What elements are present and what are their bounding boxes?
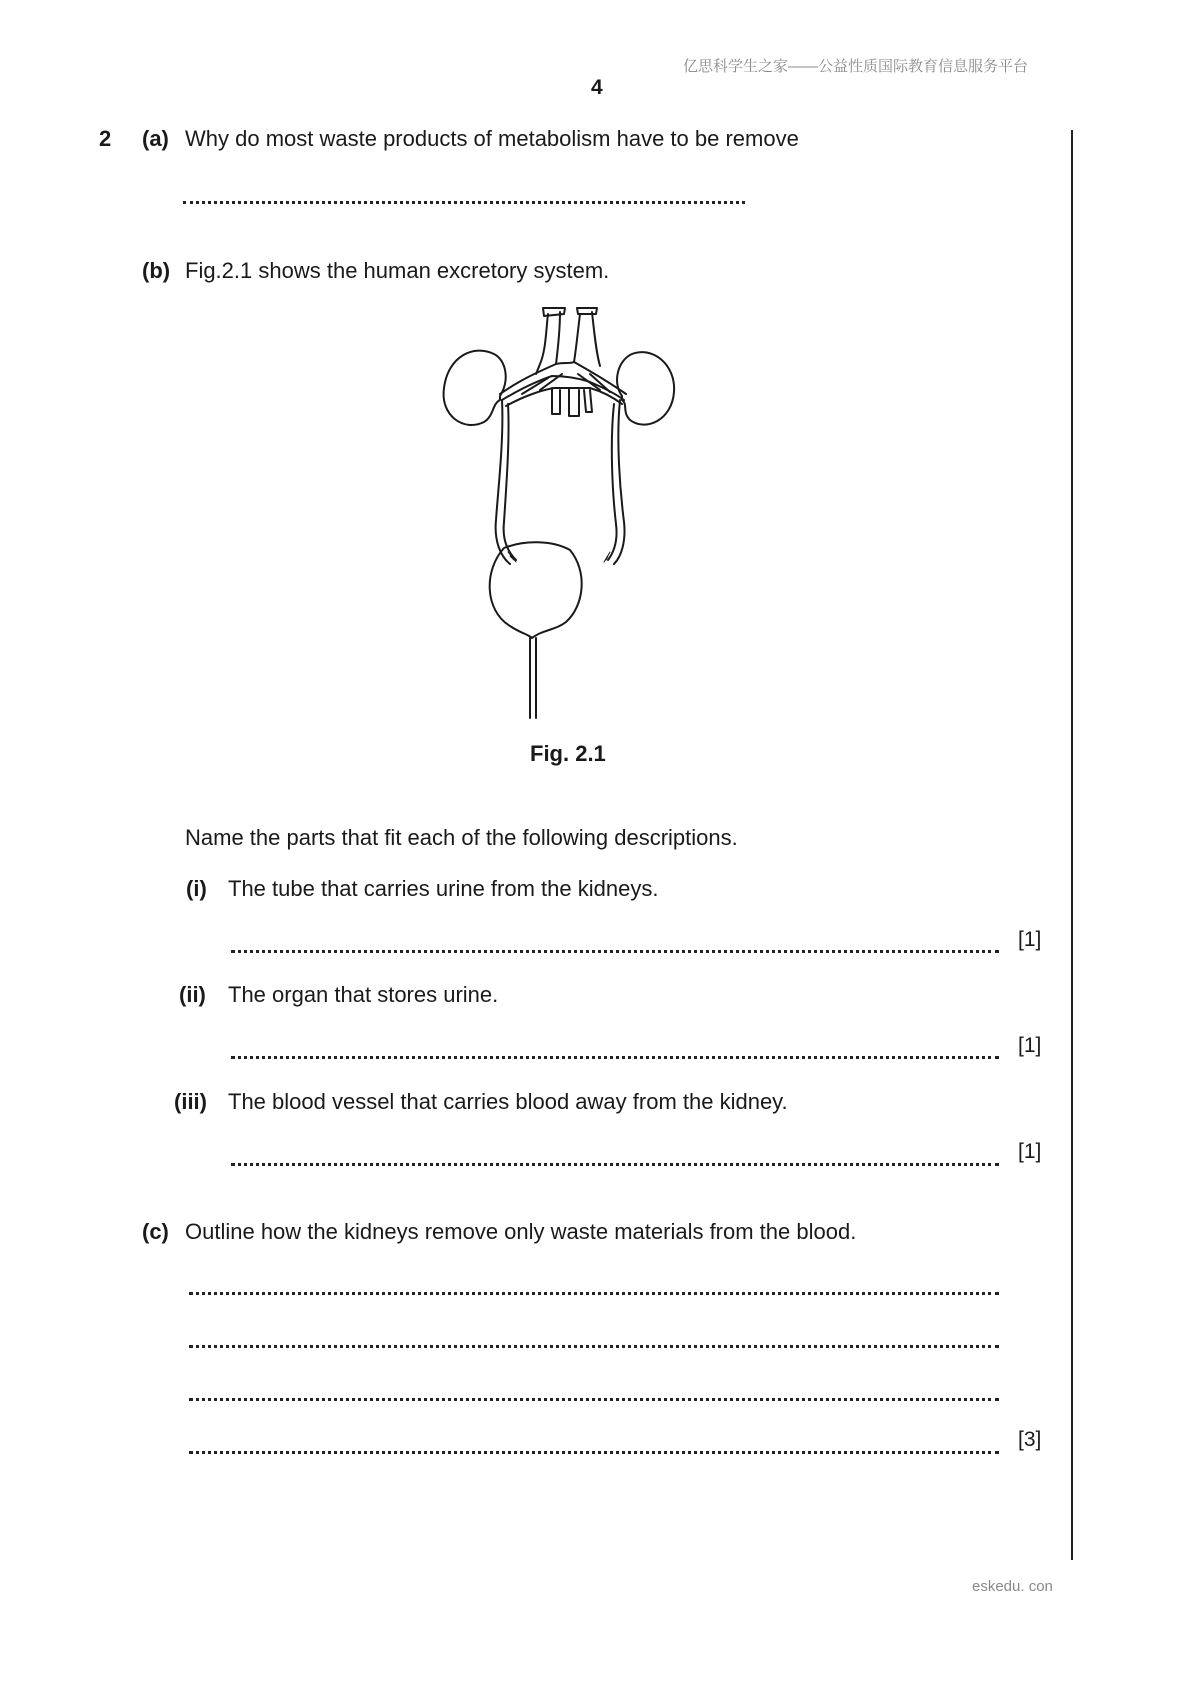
answer-line-c-3[interactable] [189, 1398, 999, 1401]
footer-site: eskedu. con [972, 1578, 1053, 1595]
page-number: 4 [591, 76, 603, 99]
left-kidney [444, 351, 506, 425]
part-b-i-label: (i) [186, 876, 207, 901]
part-b-iii-question: The blood vessel that carries blood away from the kidney. [228, 1089, 788, 1114]
vena-cava-aorta [500, 308, 626, 416]
answer-line-b-iii[interactable] [231, 1163, 999, 1166]
answer-line-a[interactable] [183, 201, 745, 204]
mark-b-ii: [1] [1018, 1034, 1042, 1057]
part-c-question: Outline how the kidneys remove only waste materials from the blood. [185, 1219, 857, 1244]
figure-caption: Fig. 2.1 [530, 741, 606, 766]
mark-b-i: [1] [1018, 928, 1042, 951]
answer-line-b-ii[interactable] [231, 1056, 999, 1059]
answer-line-c-1[interactable] [189, 1292, 999, 1295]
excretory-system-diagram [440, 300, 700, 720]
part-a-question: Why do most waste products of metabolism have to be remove [185, 126, 799, 151]
header-watermark: 亿思科学生之家——公益性质国际教育信息服务平台 [683, 58, 1029, 75]
answer-line-c-4[interactable] [189, 1451, 999, 1454]
right-ureter [608, 400, 625, 564]
part-b-ii-label: (ii) [179, 982, 206, 1007]
question-number: 2 [99, 126, 112, 151]
part-b-i-question: The tube that carries urine from the kidneys. [228, 876, 659, 901]
part-c-label: (c) [142, 1219, 169, 1244]
part-b-label: (b) [142, 258, 171, 283]
urethra [530, 638, 536, 718]
part-b-instruction: Name the parts that fit each of the following descriptions. [185, 825, 738, 850]
part-b-ii-question: The organ that stores urine. [228, 982, 499, 1007]
left-ureter [496, 400, 516, 564]
part-b-iii-label: (iii) [174, 1089, 207, 1114]
margin-rule [1071, 130, 1073, 1560]
answer-line-c-2[interactable] [189, 1345, 999, 1348]
mark-c: [3] [1018, 1428, 1042, 1451]
answer-line-b-i[interactable] [231, 950, 999, 953]
right-kidney [617, 352, 674, 425]
part-b-question: Fig.2.1 shows the human excretory system. [185, 258, 610, 283]
part-a-label: (a) [142, 126, 169, 151]
mark-b-iii: [1] [1018, 1140, 1042, 1163]
